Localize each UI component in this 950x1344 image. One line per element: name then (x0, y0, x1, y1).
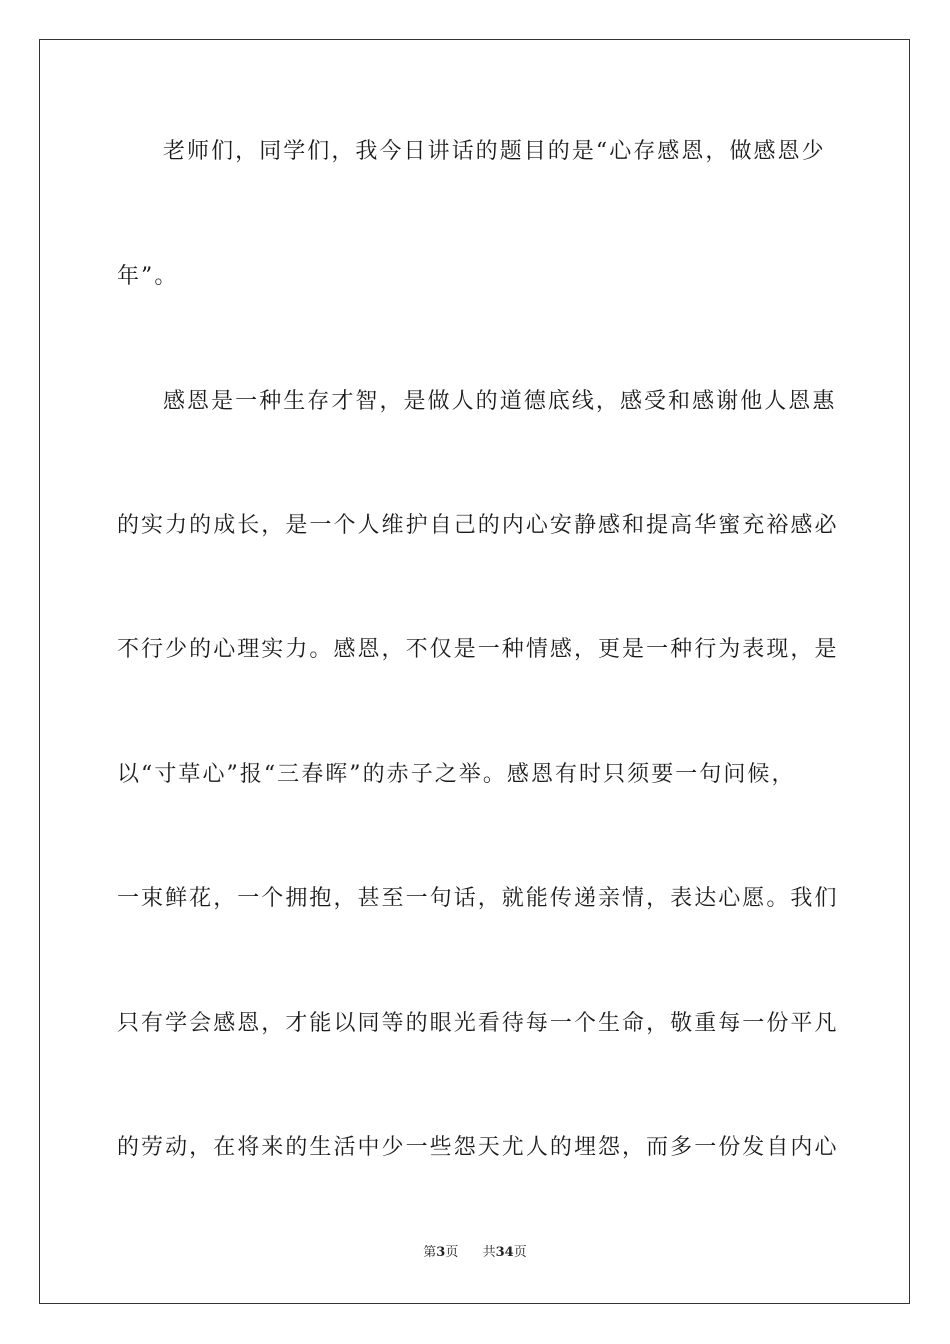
paragraph-1-line-2: 年”。 (117, 264, 179, 289)
total-page-count: 34 (495, 1245, 514, 1260)
paragraph-1-line-1: 老师们，同学们，我今日讲话的题目的是“心存感恩，做感恩少 (163, 139, 826, 164)
page-prefix: 第 (423, 1245, 437, 1260)
page-suffix: 页 (445, 1245, 459, 1260)
paragraph-2-line-1: 感恩是一种生存才智，是做人的道德底线，感受和感谢他人恩惠 (163, 389, 837, 414)
paragraph-2-line-5: 一束鲜花，一个拥抱，甚至一句话，就能传递亲情，表达心愿。我们 (117, 886, 839, 911)
paragraph-2-line-6: 只有学会感恩，才能以同等的眼光看待每一个生命，敬重每一份平凡 (117, 1011, 839, 1036)
paragraph-2-line-4: 以“寸草心”报“三春晖”的赤子之举。感恩有时只须要一句问候， (117, 762, 796, 787)
paragraph-2-line-2: 的实力的成长，是一个人维护自己的内心安静感和提高华蜜充裕感必 (117, 513, 839, 538)
total-prefix: 共 (482, 1245, 496, 1260)
page-footer (0, 1244, 950, 1262)
paragraph-2-line-3: 不行少的心理实力。感恩，不仅是一种情感，更是一种行为表现，是 (117, 637, 839, 662)
paragraph-2-line-7: 的劳动，在将来的生活中少一些怨天尤人的埋怨，而多一份发自内心 (117, 1135, 839, 1160)
current-page-number: 3 (436, 1245, 446, 1260)
page-border (39, 39, 910, 1304)
total-suffix: 页 (513, 1245, 527, 1260)
